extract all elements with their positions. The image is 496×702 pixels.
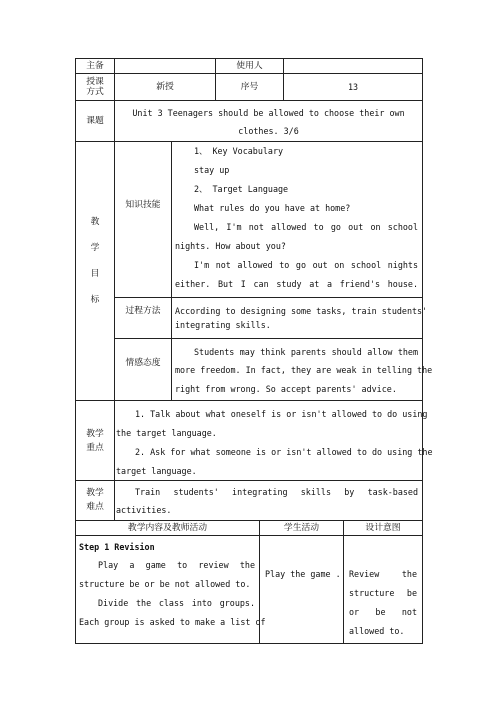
topic-line-1: Unit 3 Teenagers should be allowed to choose their own [132, 108, 405, 118]
order-label: 序号 [240, 82, 259, 92]
student-column-header: 学生活动 [283, 523, 320, 533]
key-points-line-3: 2. Ask for what someone is or isn't allowed to do using the [135, 447, 433, 457]
content-body-cell [75, 535, 266, 644]
difficulties-label: 教学难点 [86, 488, 104, 512]
knowledge-label: 知识技能 [125, 200, 161, 210]
key-points-label: 教学重点 [86, 429, 104, 453]
order-label-cell [215, 73, 284, 101]
design-column-header: 设计意图 [365, 523, 401, 533]
knowledge-line-4: What rules do you have at home? [194, 203, 351, 213]
method-value-cell [114, 73, 216, 101]
preparer-value-cell [114, 58, 216, 74]
user-label: 使用人 [236, 61, 263, 71]
content-line-3: Divide the class into groups. [98, 598, 255, 608]
content-line-2: structure be or be not allowed to. [79, 579, 251, 589]
key-points-content-cell [114, 400, 433, 481]
knowledge-line-3: 2、 Target Language [194, 184, 289, 194]
step-title: Step 1 Revision [79, 542, 155, 552]
difficulties-line-2: activities. [116, 505, 172, 515]
design-line-2: structure be [349, 588, 417, 598]
process-label: 过程方法 [125, 306, 161, 316]
emotion-line-1: Students may think parents should allow them [194, 347, 418, 357]
preparer-label: 主备 [86, 61, 104, 71]
design-line-4: allowed to. [349, 626, 405, 636]
user-value-cell [283, 58, 423, 74]
content-column-header: 教学内容及教师活动 [127, 523, 208, 533]
knowledge-line-7: I'm not allowed to go out on school nights [194, 260, 418, 270]
objectives-char-4: 标 [90, 295, 100, 305]
key-points-label-cell [75, 400, 115, 481]
knowledge-line-6: nights. How about you? [175, 241, 286, 251]
process-line-1: According to designing some tasks, train students' [175, 306, 428, 316]
topic-line-2: clothes. 3/6 [238, 126, 299, 136]
difficulties-label-cell [75, 480, 115, 521]
key-points-line-1: 1. Talk about what oneself is or isn't allowed to do using [135, 409, 428, 419]
order-value: 13 [347, 82, 359, 92]
content-line-1: Play a game to review the [98, 560, 255, 570]
objectives-char-3: 目 [90, 269, 100, 279]
emotion-label-cell [114, 338, 172, 401]
topic-label: 课题 [86, 116, 104, 126]
process-content-cell [171, 297, 428, 339]
method-label-cell [75, 73, 115, 101]
key-points-line-4: target language. [116, 466, 197, 476]
design-line-1: Review the [349, 569, 417, 579]
student-body-cell [259, 535, 344, 644]
design-line-3: or be not [349, 607, 417, 617]
knowledge-line-2: stay up [194, 165, 230, 175]
content-header-cell [75, 520, 260, 536]
emotion-content-cell [171, 338, 433, 401]
knowledge-line-8: either. But I can study at a friend's house. [175, 279, 418, 289]
topic-label-cell [75, 100, 115, 142]
knowledge-line-1: 1、 Key Vocabulary [194, 146, 284, 156]
knowledge-content-cell [171, 141, 423, 298]
lesson-plan-table [75, 58, 433, 644]
knowledge-line-5: Well, I'm not allowed to go out on school [194, 222, 418, 232]
order-value-cell [283, 73, 423, 101]
user-label-cell [215, 58, 284, 74]
design-header-cell [343, 520, 423, 536]
knowledge-label-cell [114, 141, 172, 298]
preparer-label-cell [75, 58, 115, 74]
objectives-char-2: 学 [90, 243, 100, 253]
process-label-cell [114, 297, 172, 339]
emotion-line-3: right from wrong. So accept parents' advice. [175, 384, 397, 394]
student-activity-text: Play the game . [265, 569, 341, 579]
method-value: 新授 [156, 82, 174, 92]
student-header-cell [259, 520, 344, 536]
key-points-line-2: the target language. [116, 428, 217, 438]
design-body-cell [343, 535, 423, 644]
objectives-label-cell [75, 141, 115, 401]
difficulties-line-1: Train students' integrating skills by task-based [135, 487, 418, 497]
objectives-char-1: 教 [90, 217, 100, 227]
emotion-label: 情感态度 [125, 358, 161, 368]
content-line-4: Each group is asked to make a list of [79, 617, 266, 627]
method-label: 授课方式 [86, 77, 104, 97]
process-line-2: integrating skills. [175, 320, 271, 330]
topic-value-cell [114, 100, 423, 142]
difficulties-content-cell [114, 480, 423, 521]
emotion-line-2: more freedom. In fact, they are weak in telling the [175, 365, 433, 375]
